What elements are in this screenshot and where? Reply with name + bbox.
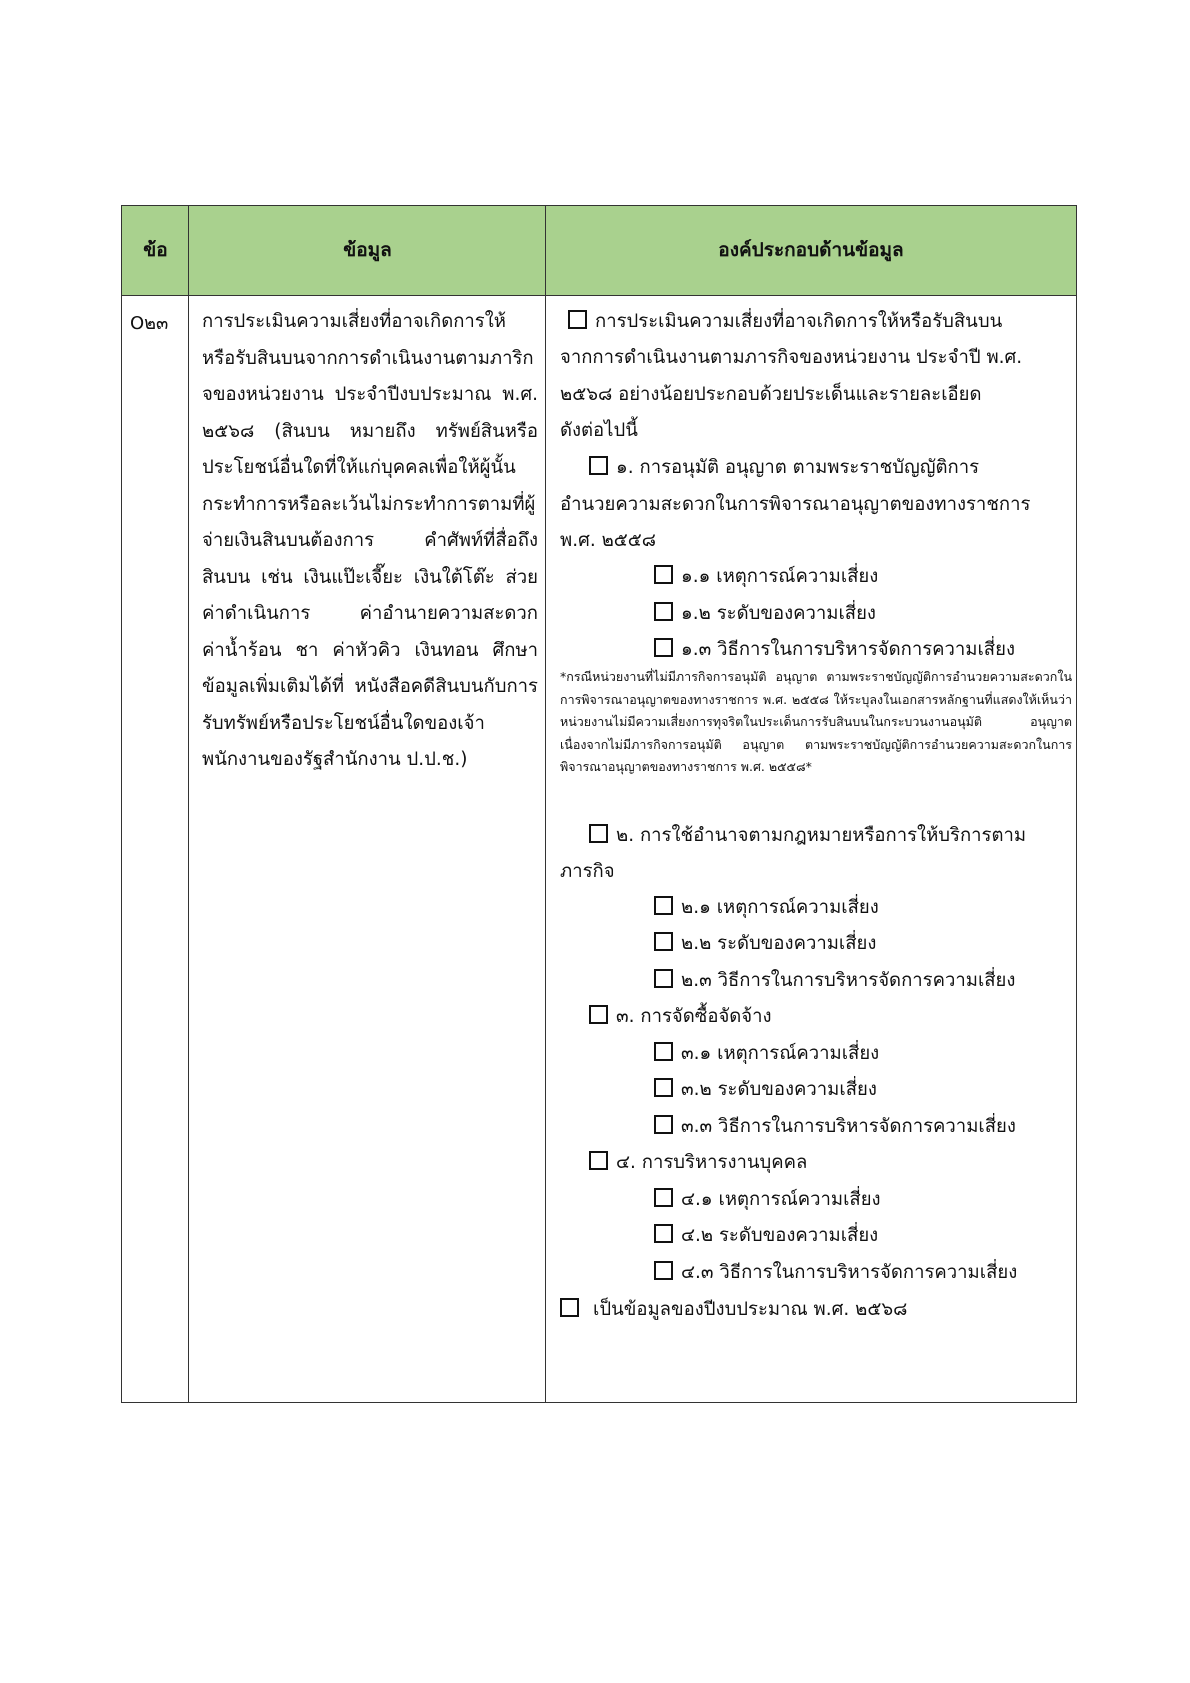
section-1-item: ๑. การอนุมัติ อนุญาต ตามพระราชบัญญัติการ <box>589 454 979 482</box>
section-2-item: ๒. การใช้อำนาจตามกฎหมายหรือการให้บริการตาม <box>589 822 1026 850</box>
footnote: *กรณีหน่วยงานที่ไม่มีภารกิจการอนุมัติ อนุญาต ตามพระราชบัญญัติการอำนวยความสะดวกในการพิจารณาอนุญาตของทางราชการ พ.ศ. ๒๕๕๘ ให้ระบุลงในเอกสารหลักฐานที่แสดงให้เห็นว่าหน่วยงานไม่มีความเสี่ยงการทุจริตในประเด็นการรับสินบนในกระบวนงานอนุมัติ อนุญาต เนื่องจากไม่มีภารกิจการอนุมัติ อนุญาต ตามพระราชบัญญัติการอำนวยความสะดวกในการพิจารณาอนุญาตของทางราชการ พ.ศ. ๒๕๕๘* <box>560 669 1072 774</box>
checkbox-icon[interactable] <box>654 638 673 657</box>
checkbox-icon[interactable] <box>654 602 673 621</box>
sub-item-3-3: ๓.๓ วิธีการในการบริหารจัดการความเสี่ยง <box>654 1113 1016 1141</box>
checkbox-icon[interactable] <box>560 1298 579 1317</box>
checkbox-icon[interactable] <box>654 1115 673 1134</box>
sub-item-2-1: ๒.๑ เหตุการณ์ความเสี่ยง <box>654 894 879 922</box>
sub-item-1-1: ๑.๑ เหตุการณ์ความเสี่ยง <box>654 563 878 591</box>
intro-text: ดังต่อไปนี้ <box>560 420 638 441</box>
table-header <box>122 206 1076 296</box>
sub-item-3-2: ๓.๒ ระดับของความเสี่ยง <box>654 1076 877 1104</box>
sub-item-2-2: ๒.๒ ระดับของความเสี่ยง <box>654 930 876 958</box>
assessment-table <box>121 205 1077 1403</box>
checkbox-icon[interactable] <box>654 969 673 988</box>
sub-item-1-2: ๑.๒ ระดับของความเสี่ยง <box>654 600 876 628</box>
checkbox-icon[interactable] <box>654 1042 673 1061</box>
section-2-text: ภารกิจ <box>560 861 615 882</box>
checkbox-icon[interactable] <box>654 896 673 915</box>
checkbox-icon[interactable] <box>654 565 673 584</box>
intro-text: ๒๕๖๘ อย่างน้อยประกอบด้วยประเด็นและรายละเอียด <box>560 384 982 405</box>
checkbox-icon[interactable] <box>654 1188 673 1207</box>
sub-item-3-1: ๓.๑ เหตุการณ์ความเสี่ยง <box>654 1040 879 1068</box>
intro-text: จากการดำเนินงานตามภารกิจของหน่วยงาน ประจำปี พ.ศ. <box>560 347 1023 368</box>
checkbox-icon[interactable] <box>654 1224 673 1243</box>
row-description: การประเมินความเสี่ยงที่อาจเกิดการให้หรือรับสินบนจากการดำเนินงานตามภาริกจของหน่วยงาน ประจำปีงบประมาณ พ.ศ. ๒๕๖๘ (สินบน หมายถึง ทรัพย์สินหรือประโยชน์อื่นใดที่ให้แก่บุคคลเพื่อให้ผู้นั้นกระทำการหรือละเว้นไม่กระทำการตามที่ผู้จ่ายเงินสินบนต้องการ คำศัพท์ที่สื่อถึงสินบน เช่น เงินแป๊ะเจี๊ยะ เงินใต้โต๊ะ ส่วย ค่าดำเนินการ ค่าอำนายความสะดวก ค่าน้ำร้อน ชา ค่าหัวคิว เงินทอน ศึกษาข้อมูลเพิ่มเติมได้ที่ หนังสือคดีสินบนกับการรับทรัพย์หรือประโยชน์อื่นใดของเจ้าพนักงานของรัฐสำนักงาน ป.ป.ช.) <box>202 311 538 770</box>
intro-item: การประเมินความเสี่ยงที่อาจเกิดการให้หรือรับสินบน <box>568 308 1002 336</box>
sub-item-4-2: ๔.๒ ระดับของความเสี่ยง <box>654 1222 878 1250</box>
sub-item-1-3: ๑.๓ วิธีการในการบริหารจัดการความเสี่ยง <box>654 636 1015 664</box>
checkbox-icon[interactable] <box>654 1261 673 1280</box>
section-1-text: พ.ศ. ๒๕๕๘ <box>560 530 657 551</box>
sub-item-4-3: ๔.๓ วิธีการในการบริหารจัดการความเสี่ยง <box>654 1259 1017 1287</box>
section-4-item: ๔. การบริหารงานบุคคล <box>589 1149 807 1177</box>
checkbox-icon[interactable] <box>654 1078 673 1097</box>
checkbox-icon[interactable] <box>589 456 608 475</box>
fiscal-year-item: เป็นข้อมูลของปีงบประมาณ พ.ศ. ๒๕๖๘ <box>560 1296 907 1324</box>
sub-item-4-1: ๔.๑ เหตุการณ์ความเสี่ยง <box>654 1186 881 1214</box>
table-row <box>122 296 1076 1402</box>
section-1-text: อำนวยความสะดวกในการพิจารณาอนุญาตของทางราชการ <box>560 494 1031 515</box>
checkbox-icon[interactable] <box>568 310 587 329</box>
header-col-info: ข้อมูล <box>343 239 392 261</box>
section-3-item: ๓. การจัดซื้อจัดจ้าง <box>589 1003 772 1031</box>
checkbox-icon[interactable] <box>654 932 673 951</box>
header-col-no: ข้อ <box>143 239 168 261</box>
header-col-elements: องค์ประกอบด้านข้อมูล <box>718 239 904 261</box>
checkbox-icon[interactable] <box>589 824 608 843</box>
row-number: O๒๓ <box>130 313 169 334</box>
checkbox-icon[interactable] <box>589 1151 608 1170</box>
checkbox-icon[interactable] <box>589 1005 608 1024</box>
sub-item-2-3: ๒.๓ วิธีการในการบริหารจัดการความเสี่ยง <box>654 967 1015 995</box>
